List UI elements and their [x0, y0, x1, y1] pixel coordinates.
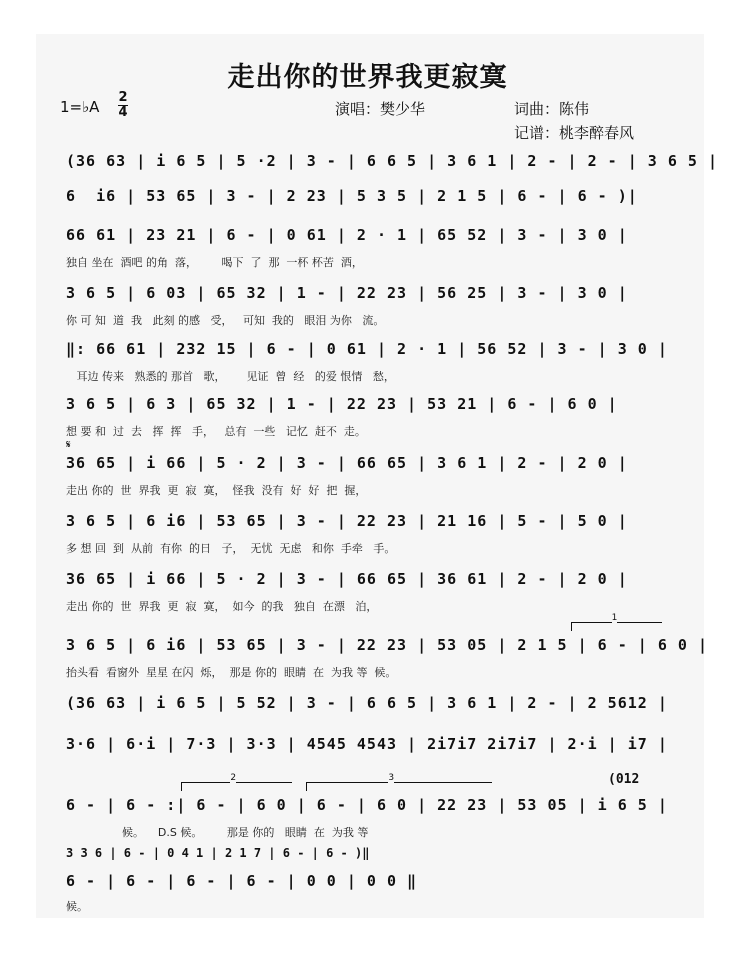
segno-sign: 𝄋: [66, 438, 71, 451]
second-ending-number: 2: [230, 773, 237, 783]
key-signature: 1=♭A: [60, 98, 100, 116]
lyric-line: 独自 坐在 酒吧 的角 落， 喝下 了 那 一杯 杯苦 酒，: [66, 256, 363, 269]
time-denominator: 4: [118, 105, 128, 120]
time-signature: [118, 91, 128, 119]
upper-staff-line: 3 3 6 | 6 - | 0 4 1 | 2 1 7 | 6 - | 6 - )‖: [66, 846, 370, 860]
second-ending-bracket: [181, 773, 292, 791]
lyric-line: 走出 你的 世 界我 更 寂 寞， 怪我 没有 好 好 把 握，: [66, 484, 367, 497]
notation-line: (36 63 | i 6 5 | 5 ·2 | 3 - | 6 6 5 | 3 6 1 | 2 - | 2 - | 3 6 5 |: [66, 152, 718, 170]
lyric-line: 候。: [66, 900, 88, 913]
notation-line: 36 65 | i 66 | 5 · 2 | 3 - | 66 65 | 3 6 1 | 2 - | 2 0 |: [66, 454, 628, 472]
notation-line: 3 6 5 | 6 03 | 65 32 | 1 - | 22 23 | 56 25 | 3 - | 3 0 |: [66, 284, 628, 302]
lyric-line: 你 可 知 道 我 此刻 的感 受， 可知 我的 眼泪 为你 流。: [66, 314, 385, 327]
notation-line: (36 63 | i 6 5 | 5 52 | 3 - | 6 6 5 | 3 6 1 | 2 - | 2 5612 |: [66, 694, 668, 712]
notation-line: 3·6 | 6·i | 7·3 | 3·3 | 4545 4543 | 2i7i7 2i7i7 | 2·i | i7 |: [66, 735, 668, 753]
notation-line: 3 6 5 | 6 3 | 65 32 | 1 - | 22 23 | 53 21 | 6 - | 6 0 |: [66, 395, 618, 413]
lyric-line: 多 想 回 到 从前 有你 的日 子， 无忧 无虑 和你 手牵 手。: [66, 542, 396, 555]
composer-credit: 词曲：陈伟: [514, 100, 590, 118]
first-ending-number: 1: [611, 613, 618, 623]
singer-credit: 演唱：樊少华: [335, 100, 426, 118]
notation-line: 66 61 | 23 21 | 6 - | 0 61 | 2 · 1 | 65 52 | 3 - | 3 0 |: [66, 226, 628, 244]
pickup-notes: (012: [608, 772, 640, 787]
lyric-line: 耳边 传来 熟悉的 那首 歌， 见证 曾 经 的爱 恨情 愁，: [66, 370, 395, 383]
third-ending-number: 3: [388, 773, 395, 783]
notation-line: 6 - | 6 - | 6 - | 6 - | 0 0 | 0 0 ‖: [66, 872, 418, 890]
notation-line: 3 6 5 | 6 i6 | 53 65 | 3 - | 22 23 | 53 05 | 2 1 5 | 6 - | 6 0 |: [66, 636, 708, 654]
notation-line: 36 65 | i 66 | 5 · 2 | 3 - | 66 65 | 36 61 | 2 - | 2 0 |: [66, 570, 628, 588]
notation-line: 6 i6 | 53 65 | 3 - | 2 23 | 5 3 5 | 2 1 5 | 6 - | 6 - )|: [66, 187, 638, 205]
first-ending-bracket: [571, 613, 662, 631]
notation-line: 6 - | 6 - :| 6 - | 6 0 | 6 - | 6 0 | 22 23 | 53 05 | i 6 5 |: [66, 796, 668, 814]
lyric-line: 走出 你的 世 界我 更 寂 寞， 如今 的我 独自 在漂 泊，: [66, 600, 378, 613]
third-ending-bracket: [306, 773, 492, 791]
time-numerator: 2: [118, 90, 128, 105]
transcriber-credit: 记谱：桃李醉春风: [514, 124, 635, 142]
notation-line: ‖: 66 61 | 232 15 | 6 - | 0 61 | 2 · 1 | 56 52 | 3 - | 3 0 |: [66, 340, 668, 358]
lyric-line: 候。 D.S 候。 那是 你的 眼睛 在 为我 等: [66, 826, 369, 839]
notation-line: 3 6 5 | 6 i6 | 53 65 | 3 - | 22 23 | 21 16 | 5 - | 5 0 |: [66, 512, 628, 530]
song-title: 走出你的世界我更寂寞: [227, 62, 508, 93]
lyric-line: 抬头看 看窗外 星星 在闪 烁， 那是 你的 眼睛 在 为我 等 候。: [66, 666, 397, 679]
lyric-line: 想 要 和 过 去 挥 挥 手， 总有 一些 记忆 赶不 走。: [66, 425, 366, 438]
